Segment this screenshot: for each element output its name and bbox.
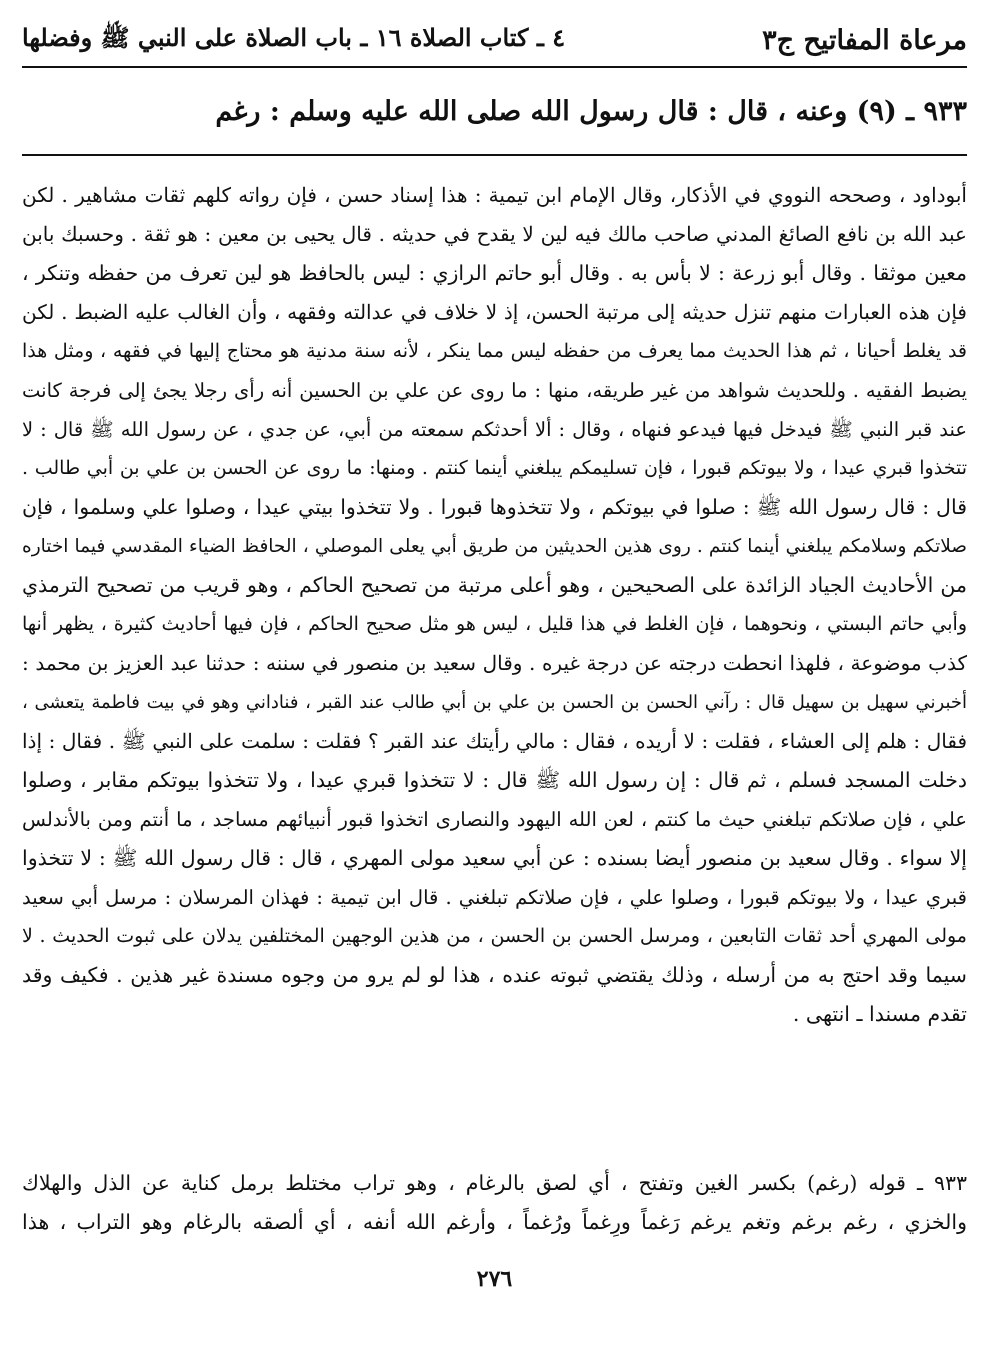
explanation-line: ٩٣٣ ـ قوله (رغم) بكسر الغين وتفتح ، أي لصق بالرغام ، وهو تراب مختلط برمل كناية عن الذل والهلاك: [22, 1171, 967, 1195]
commentary-line: قال : قال رسول الله ﷺ : صلوا في بيوتكم ، ولا تتخذوها قبورا . ولا تتخذوا بيتي عيدا ، وصلوا علي وسلموا ، فإن: [22, 495, 967, 519]
commentary-line: عند قبر النبي ﷺ فيدخل فيها فيدعو فنهاه ، وقال : ألا أحدثكم سمعته من أبي، عن جدي ، عن رسول الله ﷺ قال : لا: [22, 418, 967, 441]
chapter-info: ٤ ـ كتاب الصلاة ١٦ ـ باب الصلاة على النبي ﷺ وفضلها: [22, 22, 566, 52]
hadith-divider: [22, 154, 967, 156]
commentary-line: دخلت المسجد فسلم ، ثم قال : إن رسول الله ﷺ قال : لا تتخذوا قبري عيدا ، ولا تتخذوا بيوتكم مقابر ، وصلوا: [22, 768, 967, 792]
header-divider: [22, 66, 967, 68]
commentary-line: معين موثقا . وقال أبو زرعة : لا بأس به . وقال أبو حاتم الرازي : ليس بالحافظ هو لين تعرف من حفظه وتنكر ،: [22, 261, 967, 285]
book-title: مرعاة المفاتيح ج٣: [762, 24, 967, 56]
commentary-line: كذب موضوعة ، فلهذا انحطت درجته عن درجة غيره . وقال سعيد بن منصور في سننه : حدثنا عبد العزيز بن محمد :: [22, 651, 967, 675]
commentary-line: سيما وقد احتج به من أرسله ، وذلك يقتضي ثبوته عنده ، هذا لو لم يرو من وجوه مسندة غير هذين . فكيف وقد: [22, 963, 967, 987]
commentary-line: فإن هذه العبارات منهم تنزل حديثه إلى مرتبة الحسن، إذ لا خلاف في عدالته وفقهه ، وأن الغالب عليه الضبط . لكن: [22, 300, 967, 324]
commentary-line: قبري عيدا ، ولا بيوتكم قبورا ، وصلوا علي ، فإن صلاتكم تبلغني . قال ابن تيمية : فهذان المرسلان : مرسل أبي سعيد: [22, 886, 967, 909]
commentary-line: من الأحاديث الجياد الزائدة على الصحيحين ، وهو أعلى مرتبة من تصحيح الحاكم ، وهو قريب من تصحيح الترمذي: [22, 573, 967, 597]
commentary-line: وأبي حاتم البستي ، ونحوهما ، فإن الغلط في هذا قليل ، ليس هو مثل صحيح الحاكم ، فإن فيها أحاديث كثيرة ، يظهر أنها: [22, 613, 967, 635]
commentary-line: علي ، فإن صلاتكم تبلغني حيث ما كنتم ، لعن الله اليهود والنصارى اتخذوا قبور أنبيائهم مساجد ، ما أنتم ومن بالأندلس: [22, 808, 967, 831]
explanation-line: والخزي ، رغم برغم وتغم يرغم رَغماً ورِغماً ورُغماً ، وأرغم الله أنفه ، أي ألصقه بالرغام وهو التراب ، هذا: [22, 1210, 967, 1234]
commentary-line: فقال : هلم إلى العشاء ، فقلت : لا أريده ، فقال : مالي رأيتك عند القبر ؟ فقلت : سلمت على النبي ﷺ . فقال : إذا: [22, 729, 967, 753]
commentary-line: صلاتكم وسلامكم يبلغني أينما كنتم . روى هذين الحديثين من طريق أبي يعلى الموصلي ، الحافظ الضياء المقدسي فيما اختاره: [22, 536, 967, 557]
commentary-line: تتخذوا قبري عيدا ، ولا بيوتكم قبورا ، فإن تسليمكم يبلغني أينما كنتم . ومنها: ما روى عن الحسن بن علي بن أبي طالب .: [22, 457, 967, 479]
commentary-line: عبد الله بن نافع الصائغ المدني صاحب مالك فيه لين لا يقدح في حديثه . قال يحيى بن معين : هو ثقة . وحسبك بابن: [22, 222, 967, 246]
commentary-line: قد يغلط أحيانا ، ثم هذا الحديث مما يعرف من حفظه ليس مما ينكر ، لأنه سنة مدنية هو محتاج إليها في فقهه ، ومثل هذا: [22, 340, 967, 362]
hadith-text: ٩٣٣ ـ (٩) وعنه ، قال : قال رسول الله صلى الله عليه وسلم : رغم: [215, 96, 967, 127]
page-number: ٢٧٦: [476, 1266, 513, 1292]
commentary-block: [22, 176, 967, 1034]
explanation-block: [22, 1164, 967, 1242]
commentary-line: أبوداود ، وصححه النووي في الأذكار، وقال الإمام ابن تيمية : هذا إسناد حسن ، فإن رواته كلهم ثقات مشاهير . لكن: [22, 183, 967, 207]
running-header: [22, 18, 967, 62]
commentary-line: أخبرني سهيل بن سهيل قال : رآني الحسن بن الحسن بن علي بن أبي طالب عند القبر ، فناداني وهو في بيت فاطمة يتعشى ،: [22, 692, 967, 713]
commentary-line: يضبط الفقيه . وللحديث شواهد من غير طريقه، منها : ما روى عن علي بن الحسين أنه رأى رجلا يجئ إلى فرجة كانت: [22, 379, 967, 402]
commentary-line: تقدم مسندا ـ انتهى .: [792, 1002, 967, 1026]
commentary-line: مولى المهري أحد ثقات التابعين ، ومرسل الحسن بن الحسن ، من هذين الوجهين المختلفين يدلان على ثبوت الحديث . لا: [22, 925, 967, 947]
commentary-line: إلا سواء . وقال سعيد بن منصور أيضا بسنده : عن أبي سعيد مولى المهري ، قال : قال رسول الله ﷺ : لا تتخذوا: [22, 846, 967, 870]
